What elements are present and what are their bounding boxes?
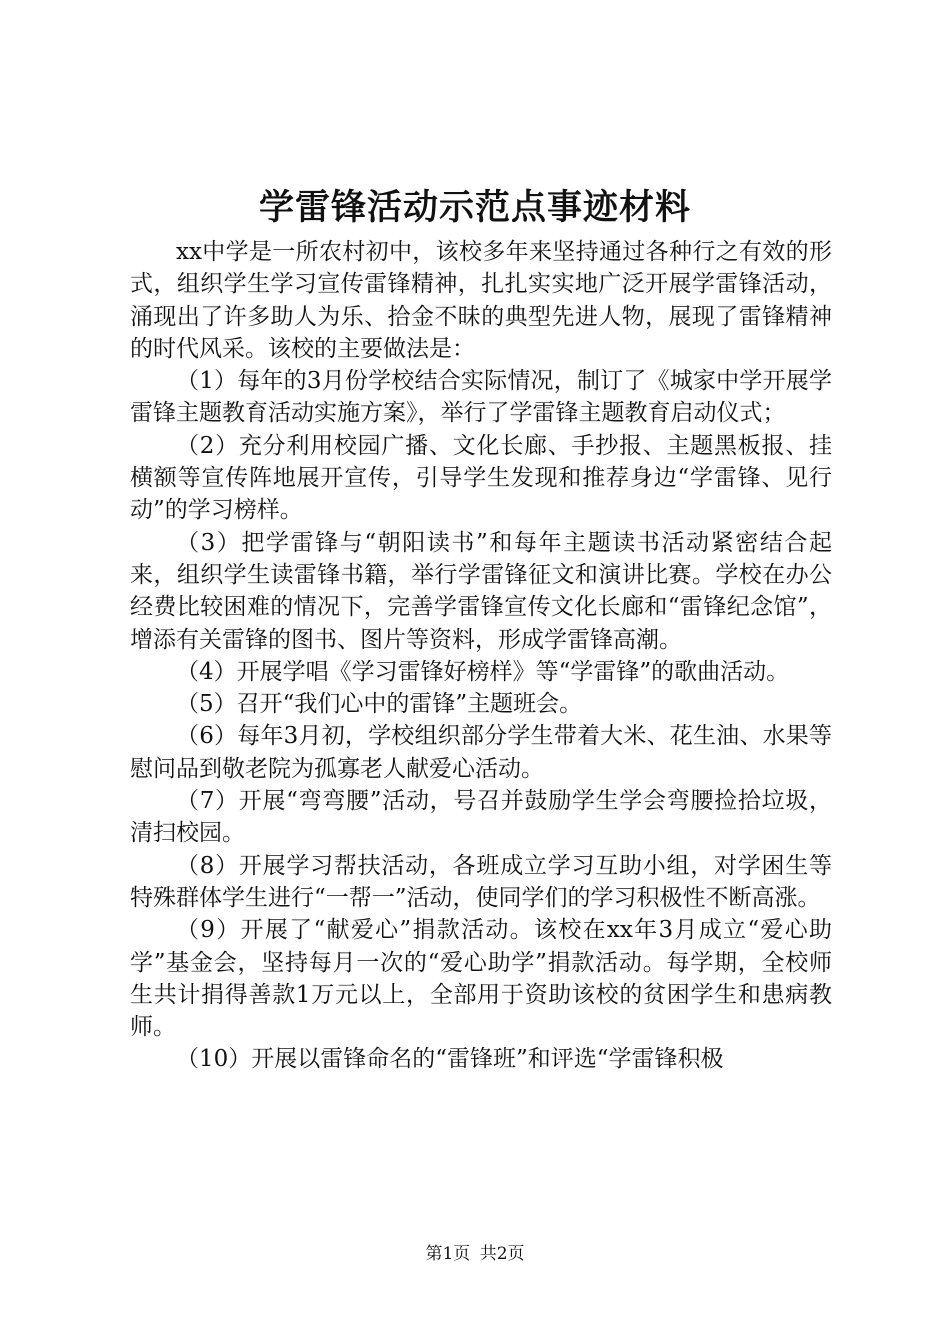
paragraph-item-5: （5）召开“我们心中的雷锋”主题班会。 [176, 691, 583, 718]
document-title: 学雷锋活动示范点事迹材料 [258, 187, 691, 228]
paragraph-item-8: （8）开展学习帮扶活动，各班成立学习互助小组，对学困生等特殊群体学生进行“一帮一”活动，使同学们的学习积极性不断高涨。 [130, 852, 832, 911]
document-body [130, 236, 832, 1076]
paragraph-item-9: （9）开展了“献爱心”捐款活动。该校在xx年3月成立“爱心助学”基金会，坚持每月一次的“爱心助学”捐款活动。每学期，全校师生共计捐得善款1万元以上，全部用于资助该校的贫困学生和患病教师。 [130, 917, 832, 1041]
paragraph-item-3: （3）把学雷锋与“朝阳读书”和每年主题读书活动紧密结合起来，组织学生读雷锋书籍，举行学雷锋征文和演讲比赛。学校在办公经费比较困难的情况下，完善学雷锋宣传文化长廊和“雷锋纪念馆”，增添有关雷锋的图书、图片等资料，形成学雷锋高潮。 [130, 529, 832, 653]
paragraph-item-7: （7）开展“弯弯腰”活动，号召并鼓励学生学会弯腰捡拾垃圾，清扫校园。 [130, 788, 832, 847]
paragraph-item-1: （1）每年的3月份学校结合实际情况，制订了《城家中学开展学雷锋主题教育活动实施方案》，举行了学雷锋主题教育启动仪式； [130, 368, 832, 427]
page-footer [0, 1242, 950, 1266]
paragraph-intro: xx中学是一所农村初中，该校多年来坚持通过各种行之有效的形式，组织学生学习宣传雷锋精神，扎扎实实地广泛开展学雷锋活动，涌现出了许多助人为乐、拾金不昧的典型先进人物，展现了雷锋精神的时代风采。该校的主要做法是： [130, 239, 832, 362]
paragraph-item-10: （10）开展以雷锋命名的“雷锋班”和评选“学雷锋积极 [176, 1046, 724, 1073]
paragraph-item-6: （6）每年3月初，学校组织部分学生带着大米、花生油、水果等慰问品到敬老院为孤寡老人献爱心活动。 [130, 723, 832, 782]
page-number: 第1页 [425, 1244, 471, 1264]
paragraph-item-2: （2）充分利用校园广播、文化长廊、手抄报、主题黑板报、挂横额等宣传阵地展开宣传，引导学生发现和推荐身边“学雷锋、见行动”的学习榜样。 [130, 432, 832, 524]
page-total: 共2页 [479, 1244, 525, 1264]
paragraph-item-4: （4）开展学唱《学习雷锋好榜样》等“学雷锋”的歌曲活动。 [176, 658, 790, 685]
